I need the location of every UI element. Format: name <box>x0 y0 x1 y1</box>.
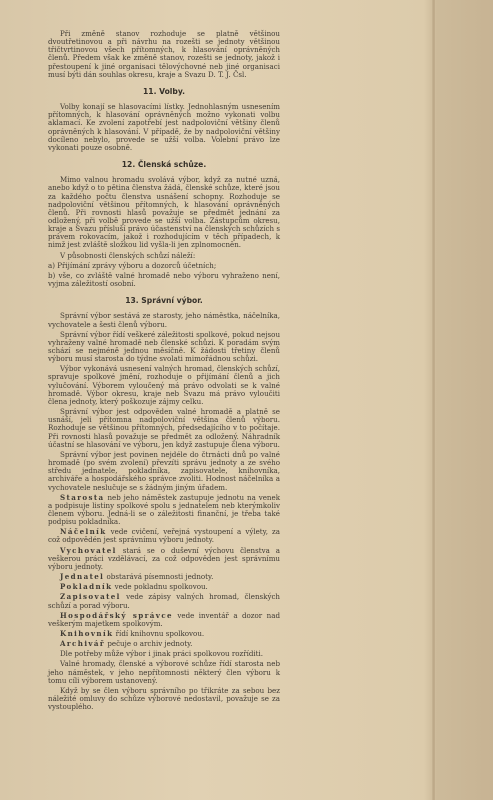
paragraph: Náčelník vede cvičení, veřejná vystoupení a výlety, za což odpovědén jest správnímu výboru jednoty. <box>48 527 280 545</box>
paragraph: Správní výbor jest povinen nejdéle do čtrnácti dnů po valné hromadě (po svém zvolení) převzíti správu jednoty a ze svého středu jednatele, pokladníka, zapisovatele, knihovníka, archiváře a hospodářského správce zvoliti. Hodnost náčelníka a vychovatele neslučuje se s žádným jiným úřadem. <box>48 449 280 492</box>
paragraph: Správní výbor řídí veškeré záležitosti spolkové, pokud nejsou vyhraženy valné hromadě neb členské schůzi. K poradám svým schází se nejméně jednou měsíčně. K žádosti třetiny členů výboru musí starosta do týdne svolati mimořádnou schůzi. <box>48 329 281 364</box>
section-heading: 13. Správní výbor. <box>125 296 203 306</box>
paragraph: Při změně stanov rozhoduje se platně většinou dvoutřetinovou a při návrhu na rozešti se jednoty většinou třičtvrtinovou všech přítomných, k hlasování oprávněných členů. Předem však ke změně stanov, rozešti se jednoty, jakož i přestoupení k jiné organisaci tělovýchovné neb jiné organisaci musí býti dán souhlas okresu, kraje a Svazu D. T. J. Čsl. <box>48 29 280 79</box>
paragraph: V působnosti členských schůzí náleží: <box>60 250 196 260</box>
paragraph: Archivář pečuje o archiv jednoty. <box>60 639 193 649</box>
paragraph: Starosta neb jeho náměstek zastupuje jednotu na venek a podpisuje listiny spolkové spolu s jednatelem neb kterýmkoliv členem výboru. Jedná-li se o záležitosti finanční, je třeba také podpisu pokladníka. <box>48 492 280 527</box>
paragraph: Volby konají se hlasovacími lístky. Jednohlasným usnesením přítomných, k hlasování oprávněných možno vykonati volbu aklamací. Ke zvolení zapotřebí jest nadpoloviční většiny členů oprávněných k hlasování. V případě, že by nadpoloviční většiny docíleno nebylo, provede se užší volba. Volební právo lze vykonati pouze osobně. <box>48 102 280 152</box>
paragraph: Dle potřeby může výbor i jinak práci spolkovou rozříditi. <box>60 649 264 659</box>
paragraph: Mimo valnou hromadu svolává výbor, když za nutné uzná, anebo když o to pětina členstva žádá, členské schůze, které jsou za každého počtu členstva usnášení schopny. Rozhoduje se nadpoloviční většinou přítomných, k hlasování oprávněných členů. Při rovnosti hlasů považuje se předmět jednání za odložený, při volbě provede se užší volba. Zástupcům okresu, kraje a Svazu přísluší právo účastenství na členských schůzích s právem rokovacím, jakož i rozhodujícím v těch případech, k nimž jest zvláště složkou lid vyšla-li jen zplnomocněn. <box>48 175 280 250</box>
paragraph: b) vše, co zvláště valné hromadě nebo výboru vyhraženo není, vyjma záležitostí osobní. <box>48 270 280 289</box>
section-heading: 11. Volby. <box>143 86 185 96</box>
section-heading: 12. Členská schůze. <box>121 160 207 170</box>
paragraph: Valné hromady, členské a výborové schůze řídí starosta neb jeho náměstek, v jeho nepřítomnosti některý člen výboru k tomu cíli výborem ustanovený. <box>48 659 280 685</box>
paragraph: Pokladník vede pokladnu spolkovou. <box>60 582 208 592</box>
statute-text-column <box>48 30 280 713</box>
paragraph: Knihovník řídí knihovnu spolkovou. <box>60 629 205 638</box>
paragraph: Výbor vykonává usnesení valných hromad, členských schůzí, spravuje spolkové jmění, rozhoduje o přijímání členů a jich vylučování. Výborem vyloučený má právo odvolati se k valné hromadě. Výbor okresu, kraje neb Svazu má právo vyloučiti člena jednoty, který poškozuje zájmy celku. <box>48 364 280 406</box>
paragraph: Správní výbor jest odpověden valné hromadě a platně se usnáší, jeli přítomna nadpoloviční většina členů výboru. Rozhoduje se většinou přítomných, předsedajícího v to počítaje. Při rovnosti hlasů považuje se předmět za odložený. Náhradník účastní se hlasování ve výboru, jen když zastupuje člena výboru. <box>48 407 280 449</box>
paragraph: Když by se člen výboru správního po třikráte za sebou bez náležité omluvy do schůze výborové nedostavil, považuje se za vystouplého. <box>48 685 280 712</box>
paragraph: Zapisovatel vede zápisy valných hromad, členských schůzí a porad výboru. <box>48 592 280 610</box>
paragraph: Vychovatel stará se o duševní výchovu členstva a veškerou práci vzdělávací, za což odpověden jest správnímu výboru jednoty. <box>48 545 280 571</box>
paragraph: a) Přijímání zprávy výboru a dozorců účetních; <box>48 260 217 270</box>
paragraph: Jednatel obstarává písemnosti jednoty. <box>60 572 214 582</box>
paragraph: Správní výbor sestává ze starosty, jeho náměstka, náčelníka, vychovatele a šesti členů výboru. <box>48 311 280 329</box>
paragraph: Hospodářský správce vede inventář a dozor nad veškerým majetkem spolkovým. <box>48 610 280 628</box>
page-fold-edge <box>432 0 436 800</box>
